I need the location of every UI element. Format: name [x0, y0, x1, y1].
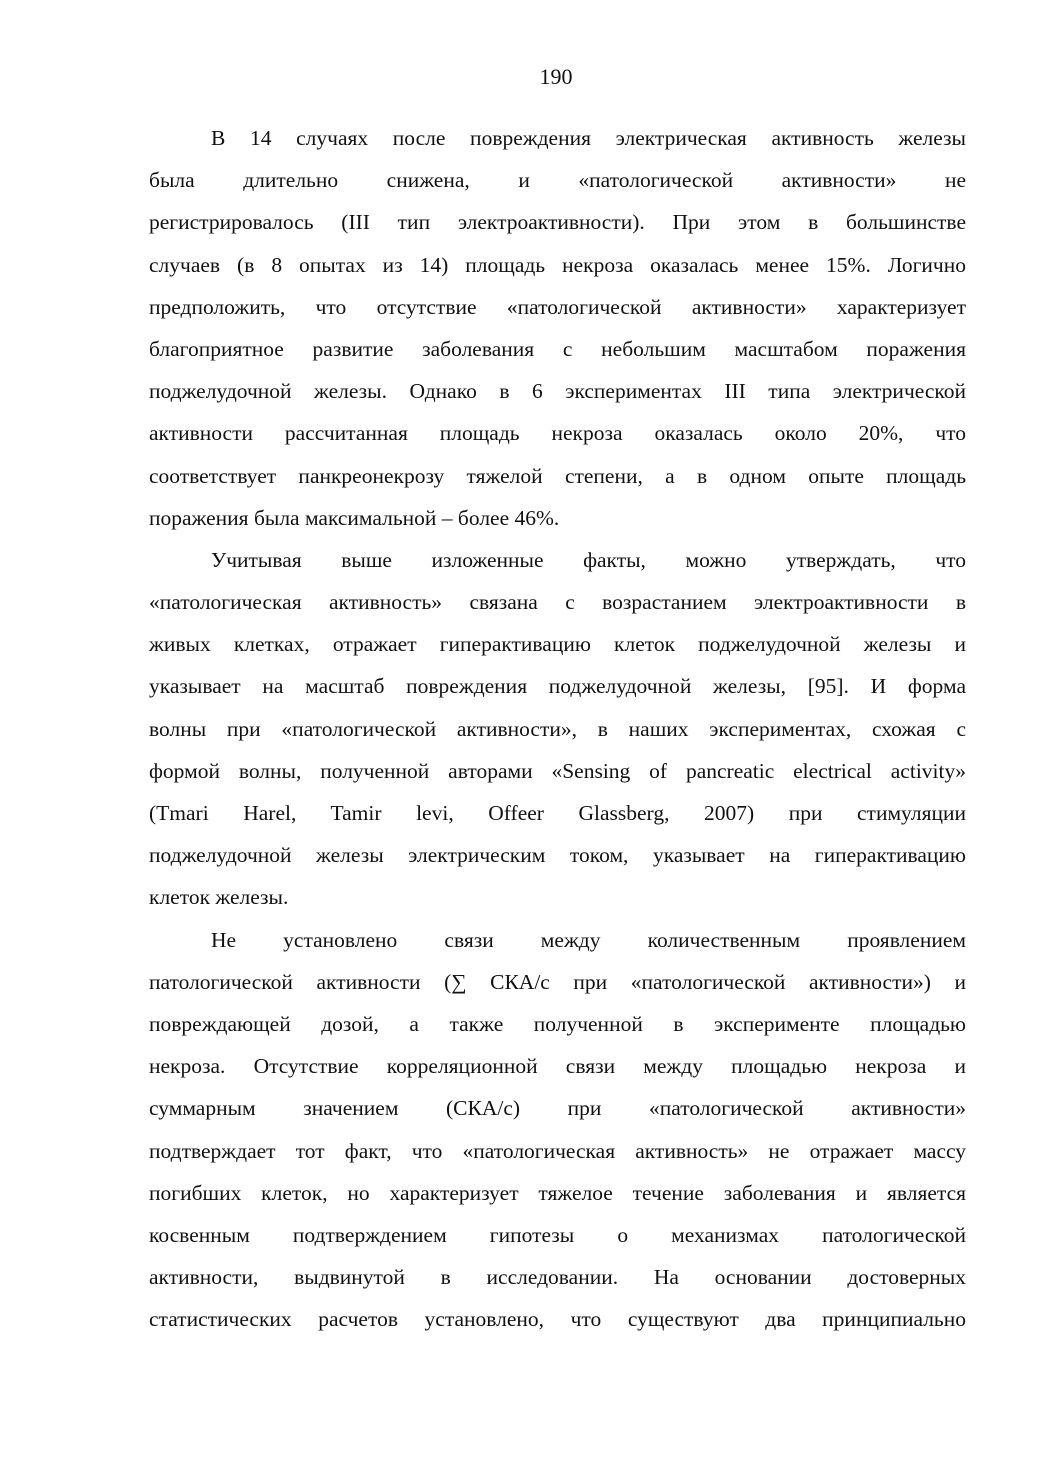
- text-line: активности рассчитанная площадь некроза оказалась около 20%, что: [149, 421, 966, 446]
- paragraph-2: [149, 539, 966, 919]
- text-line: В 14 случаях после повреждения электрическая активность железы: [211, 126, 966, 150]
- text-line: живых клетках, отражает гиперактивацию клеток поджелудочной железы и: [149, 632, 966, 657]
- text-line: Не установлено связи между количественным проявлением: [211, 927, 966, 952]
- body-text: [149, 117, 966, 1340]
- text-line: поджелудочной железы электрическим током, указывает на гиперактивацию: [149, 843, 966, 868]
- text-line: патологической активности (∑ СКА/с при «патологической активности») и: [149, 969, 966, 994]
- text-line: благоприятное развитие заболевания с небольшим масштабом поражения: [149, 336, 966, 361]
- text-line: «патологическая активность» связана с возрастанием электроактивности в: [149, 590, 966, 615]
- text-line: статистических расчетов установлено, что существуют два принципиально: [149, 1307, 966, 1332]
- text-line: подтверждает тот факт, что «патологическая активность» не отражает массу: [149, 1138, 966, 1163]
- page-number: 190: [539, 64, 573, 89]
- text-line: активности, выдвинутой в исследовании. На основании достоверных: [149, 1265, 966, 1290]
- text-line: погибших клеток, но характеризует тяжелое течение заболевания и является: [149, 1180, 966, 1205]
- text-line: регистрировалось (III тип электроактивности). При этом в большинстве: [149, 210, 966, 235]
- text-line: некроза. Отсутствие корреляционной связи между площадью некроза и: [149, 1054, 966, 1079]
- text-line: (Tmari Harel, Tamir levi, Offeer Glassberg, 2007) при стимуляции: [149, 801, 966, 825]
- text-line: была длительно снижена, и «патологической активности» не: [149, 168, 966, 193]
- text-line: косвенным подтверждением гипотезы о механизмах патологической: [149, 1222, 966, 1247]
- text-line: формой волны, полученной авторами «Sensing of pancreatic electrical activity»: [149, 758, 966, 783]
- text-line: Учитывая выше изложенные факты, можно утверждать, что: [211, 547, 966, 572]
- text-line: указывает на масштаб повреждения поджелудочной железы, [95]. И форма: [149, 674, 966, 699]
- text-line: поражения была максимальной – более 46%.: [149, 505, 560, 530]
- text-line: волны при «патологической активности», в наших экспериментах, схожая с: [149, 716, 966, 741]
- text-line: суммарным значением (СКА/с) при «патологической активности»: [149, 1096, 966, 1121]
- text-line: случаев (в 8 опытах из 14) площадь некроза оказалась менее 15%. Логично: [149, 252, 966, 277]
- text-line: поджелудочной железы. Однако в 6 экспериментах III типа электрической: [149, 379, 966, 404]
- paragraph-3: [149, 919, 966, 1341]
- text-line: предположить, что отсутствие «патологической активности» характеризует: [149, 294, 966, 319]
- text-line: повреждающей дозой, а также полученной в эксперименте площадью: [149, 1011, 966, 1036]
- text-line: клеток железы.: [149, 885, 289, 910]
- paragraph-1: [149, 117, 966, 539]
- text-line: соответствует панкреонекрозу тяжелой степени, а в одном опыте площадь: [149, 463, 966, 488]
